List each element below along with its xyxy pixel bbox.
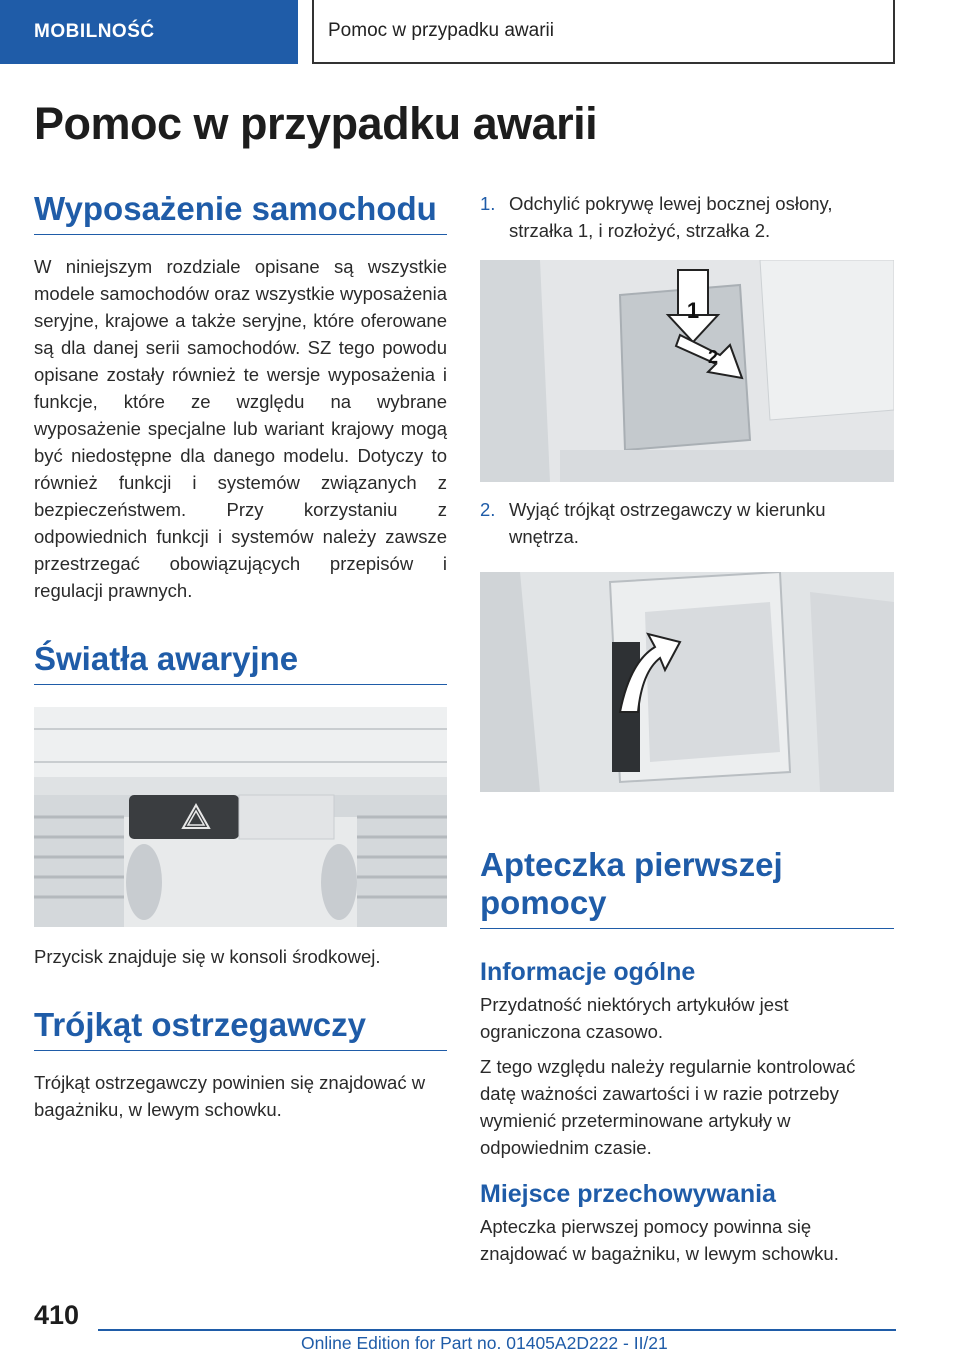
step-text: Wyjąć trójkąt ostrzegawczy w kierunku wnętrza.	[509, 499, 826, 547]
storage-heading: Miejsce przechowywania	[480, 1179, 776, 1208]
step-number: 2.	[480, 499, 496, 520]
page-number: 410	[34, 1300, 80, 1330]
step-2	[480, 496, 894, 550]
firstaid-heading: Apteczka pierwszej pomocy	[480, 846, 894, 929]
step-1	[480, 190, 894, 244]
triangle-removal-figure	[480, 572, 894, 792]
console-illustration	[34, 707, 447, 927]
side-cover-illustration	[480, 260, 894, 482]
arrow-2-label: 2	[707, 347, 719, 367]
arrow-1-label: 1	[686, 298, 700, 323]
hazard-button-figure	[34, 707, 447, 927]
general-info-p1: Przydatność niektórych artykułów jest ograniczona czasowo.	[480, 993, 789, 1042]
general-info-heading: Informacje ogólne	[480, 957, 696, 986]
equipment-paragraph: W niniejszym rozdziale opisane są wszystkie modele samochodów oraz wszystkie wyposażenia seryjne, krajowe a także seryjne, które oferowane są dla danej serii samochodów. SZ tego powodu opisane zostały również te wersje wyposażenia i funkcje, które ze względu na wybrane wyposażenie specjalne lub wariant krajowy mogą być niedostępne dla danego modelu. Dotyczy to również funkcji i systemów związanych z bezpieczeństwem. Przy korzystaniu z odpowiednich funkcji i systemów należy zawsze przestrzegać obowiązujących przepisów i regulacji prawnych.	[34, 255, 447, 601]
triangle-removal-illustration	[480, 572, 894, 792]
right-column	[480, 190, 894, 1267]
footer-divider	[98, 1329, 896, 1331]
general-info-p2: Z tego względu należy regularnie kontrolować datę ważności zawartości i w razie potrzeby wymienić przeterminowane artykuły w odpowiednim czasie.	[480, 1055, 856, 1158]
triangle-heading: Trójkąt ostrzegawczy	[34, 1006, 447, 1051]
side-cover-figure	[480, 260, 894, 482]
left-column	[34, 190, 447, 1123]
hazard-caption: Przycisk znajduje się w konsoli środkowej.	[34, 945, 381, 967]
triangle-paragraph: Trójkąt ostrzegawczy powinien się znajdować w bagażniku, w lewym schowku.	[34, 1071, 426, 1120]
breadcrumb	[312, 0, 895, 64]
equipment-heading: Wyposażenie samochodu	[34, 190, 447, 235]
breadcrumb-label: Pomoc w przypadku awarii	[328, 20, 554, 41]
storage-paragraph: Apteczka pierwszej pomocy powinna się znajdować w bagażniku, w lewym schowku.	[480, 1215, 839, 1264]
step-text: Odchylić pokrywę lewej bocznej osłony, strzałka 1, i rozłożyć, strzałka 2.	[509, 193, 833, 241]
hazard-heading: Światła awaryjne	[34, 640, 447, 685]
edition-link[interactable]: Online Edition for Part no. 01405A2D222 - II/21	[301, 1333, 668, 1353]
step-number: 1.	[480, 193, 496, 214]
section-tab[interactable]: MOBILNOŚĆ	[0, 0, 298, 64]
page-title: Pomoc w przypadku awarii	[34, 98, 598, 149]
